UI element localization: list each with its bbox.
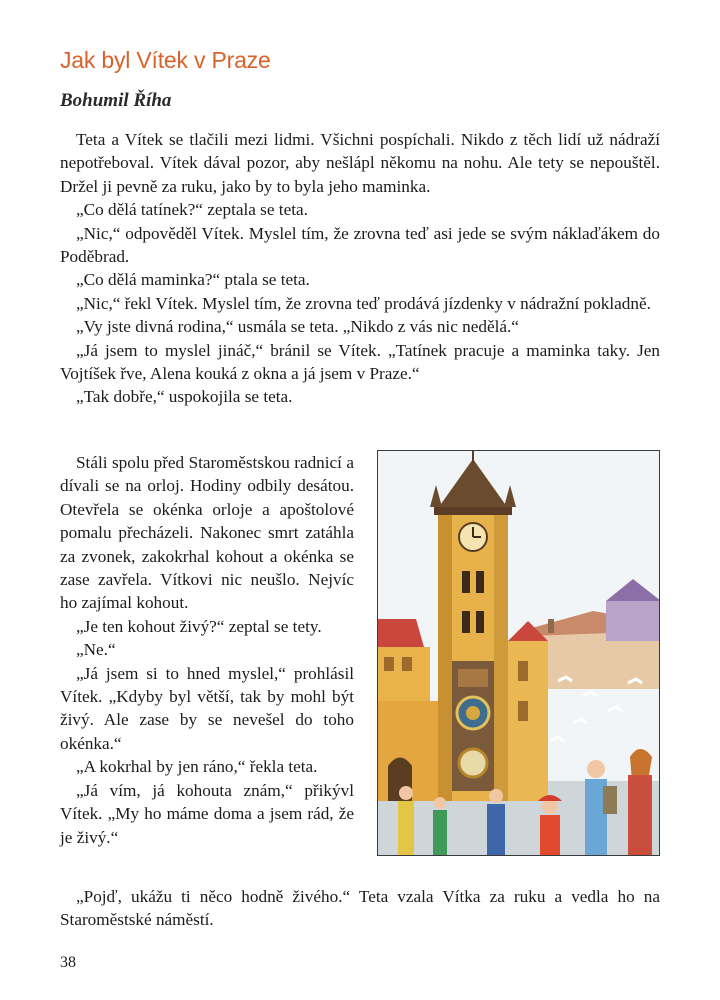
paragraph: „Ne.“ [76, 640, 116, 660]
paragraph: „Vy jste divná rodina,“ usmála se teta. „Nikdo z vás nic nedělá.“ [76, 317, 519, 337]
paragraph: „Co dělá maminka?“ ptala se teta. [76, 270, 310, 290]
paragraph: „Nic,“ řekl Vítek. Myslel tím, že zrovna teď prodává jízdenky v nádražní pokladně. [76, 293, 651, 313]
paragraph: Stáli spolu před Staroměstskou radnicí a dívali se na orloj. Hodiny odbily desátou. Otevřela se okénka orloje a apoštolové pomalu přecházeli. Nakonec smrt zatáhla za zvonek, zakokrhal kohout a okénka se zase zavřela. Vítkovi nic neušlo. Nejvíc ho zajímal kohout. [60, 453, 354, 613]
paragraph: „Co dělá tatínek?“ zeptala se teta. [76, 200, 308, 220]
paragraph: „Já jsem si to hned myslel,“ prohlásil Vítek. „Kdyby byl větší, tak by mohl být živý. Ale zase by se nevešel do toho okénka.“ [60, 663, 354, 753]
text-block-column [60, 451, 354, 849]
story-title: Jak byl Vítek v Praze [60, 47, 271, 73]
paragraph: „Nic,“ odpověděl Vítek. Myslel tím, že zrovna teď asi jede se svým náklaďákem do Poděbrad. [60, 223, 660, 267]
paragraph: „Je ten kohout živý?“ zeptal se tety. [76, 616, 322, 636]
clock-tower-illustration [377, 450, 660, 856]
paragraph: „Já vím, já kohouta znám,“ přikývl Vítek. „My ho máme doma a jsem rád, že je živý.“ [60, 780, 354, 847]
paragraph: „Já jsem to myslel jináč,“ bránil se Vítek. „Tatínek pracuje a maminka taky. Jen Vojtíšek řve, Alena kouká z okna a já jsem v Praze.“ [60, 340, 660, 384]
text-block-bottom [60, 885, 660, 932]
paragraph: „Pojď, ukážu ti něco hodně živého.“ Teta vzala Vítka za ruku a vedla ho na Staroměstské náměstí. [60, 887, 660, 930]
story-author: Bohumil Říha [60, 90, 172, 111]
paragraph: „Tak dobře,“ uspokojila se teta. [76, 387, 293, 407]
page-number: 38 [60, 954, 76, 971]
text-block-top [60, 128, 660, 409]
paragraph: Teta a Vítek se tlačili mezi lidmi. Všichni pospíchali. Nikdo z těch lidí už nádraží nepotřeboval. Vítek dával pozor, aby nešlápl někomu na nohu. Ale tety se nepouštěl. Držel ji pevně za ruku, jako by to byla jeho maminka. [60, 130, 660, 196]
paragraph: „A kokrhal by jen ráno,“ řekla teta. [76, 757, 318, 777]
